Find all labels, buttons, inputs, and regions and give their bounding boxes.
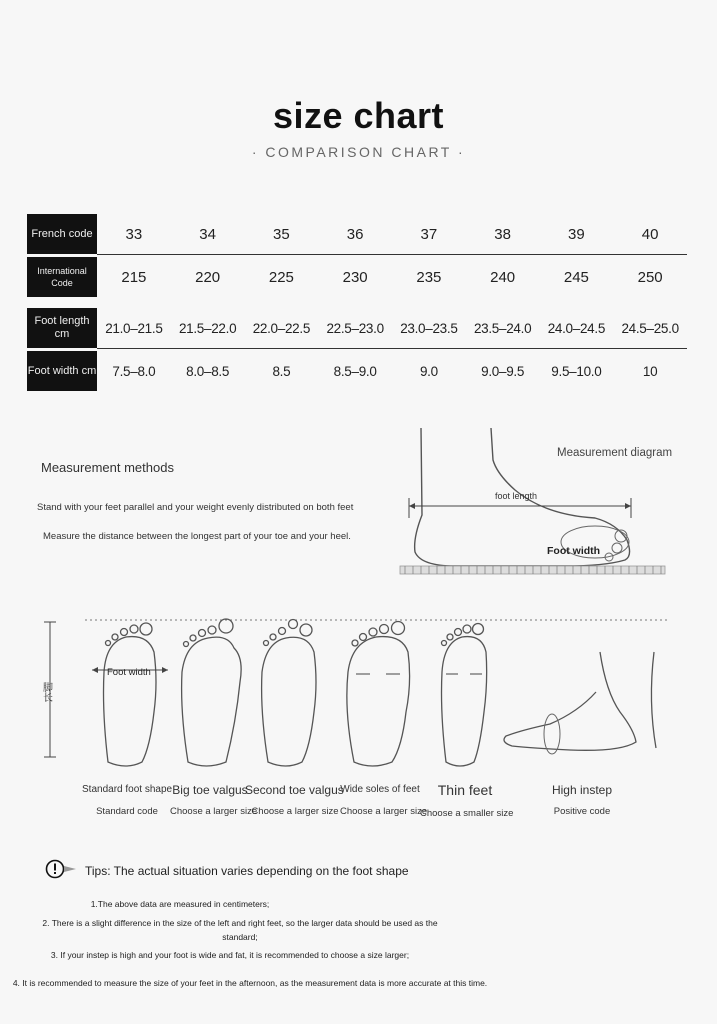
table-cell: 35: [273, 225, 290, 243]
foot-wide-soles-icon: [347, 622, 410, 767]
table-cell: 8.0–8.5: [186, 363, 230, 379]
table-cell: 23.0–23.5: [400, 320, 458, 336]
table-cell: 235: [416, 268, 442, 286]
row-header: Foot width cm: [27, 351, 97, 391]
row-divider: [97, 348, 687, 349]
table-cell: 24.0–24.5: [547, 320, 606, 336]
row-header: French code: [27, 214, 97, 254]
table-cell: 9.0–9.5: [481, 363, 525, 379]
table-cell: 245: [563, 268, 589, 286]
table-cell: 22.5–23.0: [326, 320, 384, 336]
measurement-diagram-label: Measurement diagram: [557, 447, 673, 459]
table-cell: 8.5: [272, 363, 291, 379]
foot-shapes-diagram: [30, 612, 690, 777]
foot-width-label: Foot width: [547, 545, 601, 557]
table-cell: 21.5–22.0: [178, 320, 237, 336]
instep-measure-loop-icon: [544, 714, 560, 754]
shape-advice-second-toe-valgus: Choose a larger size: [251, 806, 339, 817]
toe-icon: [612, 543, 622, 553]
shape-name-high-instep: High instep: [551, 783, 613, 797]
table-cell: 34: [199, 225, 216, 243]
row-header: International Code: [27, 257, 97, 297]
tip-item-1: 1.The above data are measured in centimeters;: [90, 899, 270, 909]
foot-width-label: Foot width: [107, 667, 151, 678]
table-cell: 36: [346, 225, 364, 243]
measurement-instruction-2: Measure the distance between the longest part of your toe and your heel.: [43, 531, 351, 542]
table-row-international-code: [27, 257, 687, 297]
table-cell: 22.0–22.5: [252, 320, 311, 336]
foot-thin-icon: [442, 624, 487, 767]
table-cell: 38: [494, 225, 511, 243]
foot-high-instep-icon: [504, 652, 656, 754]
tip-item-2: 2. There is a slight difference in the size of the left and right feet, so the larger data should be used as the: [42, 918, 438, 928]
foot-big-toe-valgus-icon: [182, 619, 242, 766]
table-cell: 24.5–25.0: [621, 320, 679, 336]
table-cell: 39: [568, 225, 585, 243]
table-cell: 230: [342, 268, 368, 286]
table-cell: 7.5–8.0: [112, 363, 156, 379]
table-cell: 10: [642, 363, 658, 379]
table-cell: 37: [420, 225, 438, 243]
ruler-icon: [400, 566, 665, 574]
foot-standard-icon: [104, 623, 157, 766]
shape-advice-wide-soles: Choose a larger size: [340, 806, 428, 817]
arrow-head-right-icon: [625, 503, 631, 509]
measurement-instruction-1: Stand with your feet parallel and your weight evenly distributed on both feet: [37, 502, 354, 513]
arrow-head-right-icon: [162, 667, 168, 673]
table-cell: 21.0–21.5: [105, 320, 163, 336]
shape-advice-big-toe-valgus: Choose a larger size: [170, 806, 258, 817]
side-length-label: 脚长: [40, 682, 52, 702]
table-cell: 23.5–24.0: [473, 320, 532, 336]
row-divider: [97, 254, 687, 255]
tip-item-3: 3. If your instep is high and your foot is wide and fat, it is recommended to choose a size larger;: [50, 950, 410, 960]
table-cell: 240: [490, 268, 516, 286]
foot-second-toe-valgus-icon: [262, 620, 316, 767]
shape-name-thin-feet: Thin feet: [437, 782, 493, 798]
measurement-title: Measurement methods: [41, 460, 174, 475]
table-cell: 9.0: [419, 363, 438, 379]
measurement-diagram: [395, 420, 675, 585]
shape-name-wide-soles: Wide soles of feet: [340, 784, 420, 795]
shape-name-big-toe-valgus: Big toe valgus: [172, 783, 248, 797]
tip-item-2-cont: standard;: [222, 932, 258, 942]
table-cell: 40: [641, 225, 659, 243]
arrow-head-left-icon: [92, 667, 98, 673]
page-subtitle: · COMPARISON CHART ·: [251, 144, 466, 160]
tip-item-4: 4. It is recommended to measure the size of your feet in the afternoon, as the measurement data is more accurate at this time.: [12, 978, 488, 988]
table-row-foot-width: [27, 351, 687, 391]
shape-name-standard: Standard foot shape: [82, 784, 173, 795]
foot-length-label: foot length: [495, 491, 538, 501]
table-cell: 8.5–9.0: [333, 363, 377, 379]
table-row-foot-length: [27, 308, 687, 348]
tips-title: Tips: The actual situation varies depending on the foot shape: [85, 864, 409, 878]
table-cell: 220: [195, 268, 221, 286]
row-header: Foot length cm: [27, 308, 97, 348]
table-cell: 250: [637, 268, 663, 286]
arrow-head-left-icon: [409, 503, 415, 509]
table-cell: 33: [125, 225, 143, 243]
table-cell: 225: [268, 268, 294, 286]
shape-name-second-toe-valgus: Second toe valgus: [245, 783, 344, 797]
table-row-french-code: [27, 214, 687, 254]
table-cell: 9.5–10.0: [551, 363, 602, 379]
shape-advice-thin-feet: Choose a smaller size: [420, 808, 514, 819]
shape-advice-standard: Standard code: [96, 806, 158, 817]
shape-advice-high-instep: Positive code: [553, 806, 611, 817]
page-title: size chart: [272, 95, 445, 136]
table-cell: 215: [121, 268, 147, 286]
info-alert-icon: [44, 858, 78, 880]
